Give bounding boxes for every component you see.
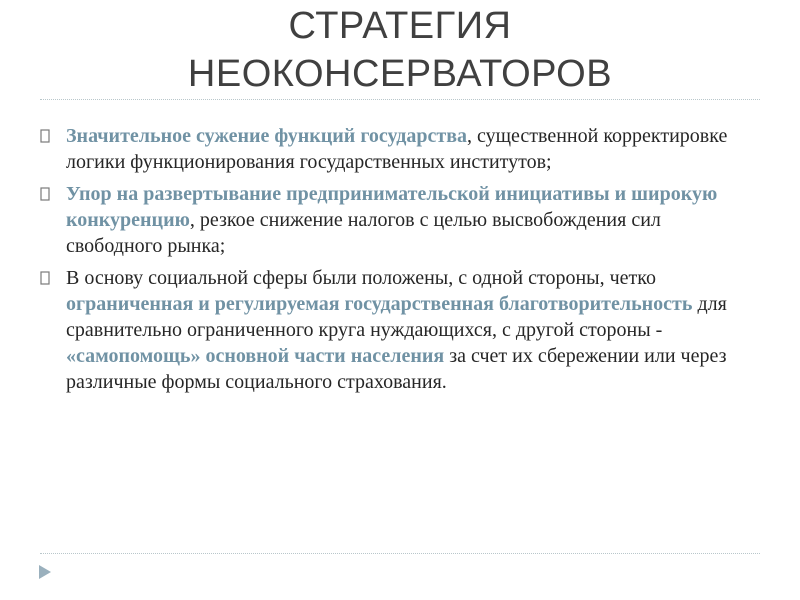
- bullet-2-text: , резкое снижение налогов с целью высвобождения сил свободного рынка;: [66, 209, 661, 257]
- bullet-3-highlight-2: «самопомощь» основной части населения: [66, 345, 445, 367]
- slide-title-line-2: НЕОКОНСЕРВАТОРОВ: [187, 53, 613, 95]
- bullet-icon: [40, 129, 50, 143]
- bullet-2-highlight: Упор на развертывание предпринимательской инициативы и широкую конкуренцию: [66, 183, 718, 231]
- triangle-right-icon[interactable]: [38, 564, 52, 580]
- bullet-3-text-3: за счет их сбережении или через различные формы социального страхования.: [66, 345, 727, 393]
- bullet-item-2: [40, 181, 755, 259]
- bullet-3-text-2: для сравнительно ограниченного круга нуждающихся, с другой стороны -: [66, 293, 727, 341]
- slide-title-line-1: СТРАТЕГИЯ: [288, 5, 512, 47]
- bullet-1-highlight: Значительное сужение функций государства: [66, 125, 468, 147]
- bottom-divider: [40, 553, 760, 554]
- slide-title: [40, 0, 760, 98]
- bullet-list: [40, 123, 755, 401]
- bullet-item-3: [40, 265, 755, 395]
- bullet-3-highlight-1: ограниченная и регулируемая государственная благотворительность: [66, 293, 693, 315]
- bullet-3-text-1: В основу социальной сферы были положены, с одной стороны, четко: [66, 267, 656, 289]
- top-divider: [40, 99, 760, 100]
- bullet-1-text: , существенной корректировке логики функционирования государственных институтов;: [66, 125, 728, 173]
- bullet-icon: [40, 187, 50, 201]
- bullet-item-1: [40, 123, 755, 175]
- bullet-icon: [40, 271, 50, 285]
